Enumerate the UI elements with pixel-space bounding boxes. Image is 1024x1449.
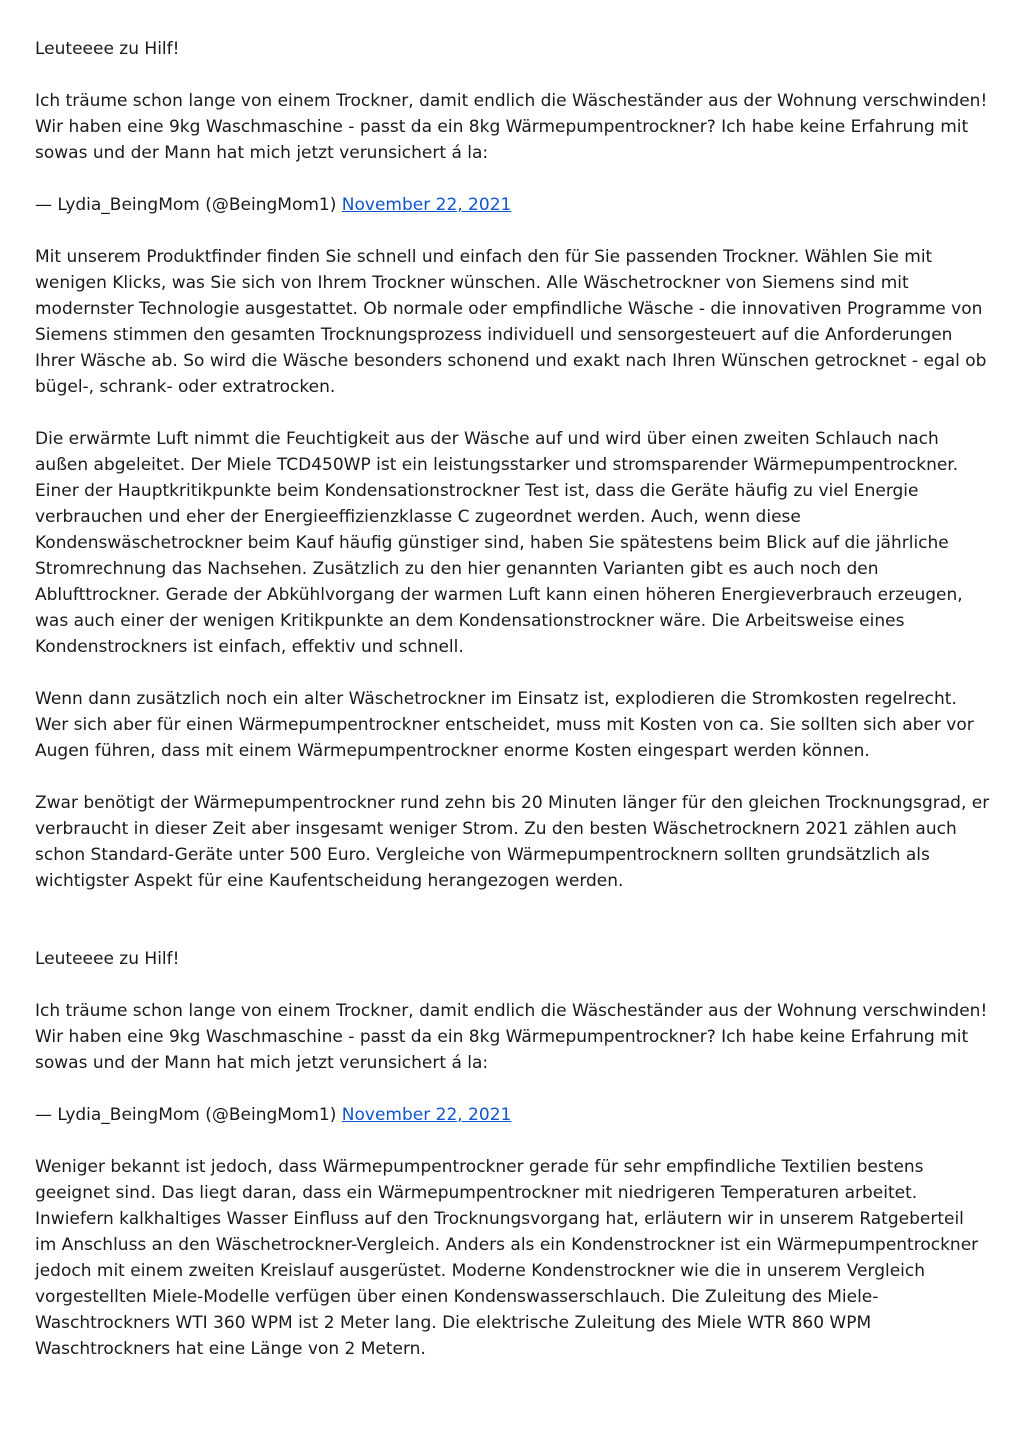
embedded-tweet-text: Ich träume schon lange von einem Trockner, damit endlich die Wäscheständer aus der Wohnung verschwinden! Wir haben eine 9kg Waschmaschine - passt da ein 8kg Wärmepumpentrockner? Ich habe keine Erfahrung mit sowas und der Mann hat mich jetzt verunsichert á la: — [35, 1001, 988, 1073]
tweet-author: — Lydia_BeingMom (@BeingMom1) — [35, 1105, 337, 1125]
body-paragraph: Weniger bekannt ist jedoch, dass Wärmepumpentrockner gerade für sehr empfindliche Textilien bestens geeignet sind. Das liegt daran, dass ein Wärmepumpentrockner mit niedrigeren Temperaturen arbeitet. Inwiefern kalkhaltiges Wasser Einfluss auf den Trocknungsvorgang hat, erläutern wir in unserem Ratgeberteil im Anschluss an den Wäschetrockner-Vergleich. Anders als ein Kondenstrockner ist ein Wärmepumpentrockner jedoch mit einem zweiten Kreislauf ausgerüstet. Moderne Kondenstrockner wie die in unserem Vergleich vorgestellten Miele-Modelle verfügen über einen Kondenswasserschlauch. Die Zuleitung des Miele-Waschtrockners WTI 360 WPM ist 2 Meter lang. Die elektrische Zuleitung des Miele WTR 860 WPM Waschtrockners hat eine Länge von 2 Metern. — [35, 1157, 979, 1359]
body-paragraph: Zwar benötigt der Wärmepumpentrockner rund zehn bis 20 Minuten länger für den gleichen Trocknungsgrad, er verbraucht in dieser Zeit aber insgesamt weniger Strom. Zu den besten Wäschetrocknern 2021 zählen auch schon Standard-Geräte unter 500 Euro. Vergleiche von Wärmepumpentrocknern sollten grundsätzlich als wichtigster Aspekt für eine Kaufentscheidung herangezogen werden. — [35, 793, 990, 891]
tweet-date-link[interactable]: November 22, 2021 — [341, 195, 512, 215]
embedded-tweet-text: Ich träume schon lange von einem Trockner, damit endlich die Wäscheständer aus der Wohnung verschwinden! Wir haben eine 9kg Waschmaschine - passt da ein 8kg Wärmepumpentrockner? Ich habe keine Erfahrung mit sowas und der Mann hat mich jetzt verunsichert á la: — [35, 91, 988, 163]
body-paragraph: Mit unserem Produktfinder finden Sie schnell und einfach den für Sie passenden Trockner. Wählen Sie mit wenigen Klicks, was Sie sich von Ihrem Trockner wünschen. Alle Wäschetrockner von Siemens sind mit modernster Technologie ausgestattet. Ob normale oder empfindliche Wäsche - die innovativen Programme von Siemens stimmen den gesamten Trocknungsprozess individuell und sensorgesteuert auf die Anforderungen Ihrer Wäsche ab. So wird die Wäsche besonders schonend und exakt nach Ihren Wünschen getrocknet - egal ob bügel-, schrank- oder extratrocken. — [35, 247, 987, 397]
tweet-attribution — [35, 1102, 990, 1128]
body-paragraph: Die erwärmte Luft nimmt die Feuchtigkeit aus der Wäsche auf und wird über einen zweiten Schlauch nach außen abgeleitet. Der Miele TCD450WP ist ein leistungsstarker und stromsparender Wärmepumpentrockner. Einer der Hauptkritikpunkte beim Kondensationstrockner Test ist, dass die Geräte häufig zu viel Energie verbrauchen und eher der Energieeffizienzklasse C zugeordnet werden. Auch, wenn diese Kondenswäschetrockner beim Kauf häufig günstiger sind, haben Sie spätestens beim Blick auf die jährliche Stromrechnung das Nachsehen. Zusätzlich zu den hier genannten Varianten gibt es auch noch den Ablufttrockner. Gerade der Abkühlvorgang der warmen Luft kann einen höheren Energieverbrauch erzeugen, was auch einer der wenigen Kritikpunkte an dem Kondensationstrockner wäre. Die Arbeitsweise eines Kondenstrockners ist einfach, effektiv und schnell. — [35, 429, 963, 657]
section-2 — [35, 946, 990, 1362]
tweet-attribution — [35, 192, 990, 218]
greeting-text: Leuteeee zu Hilf! — [35, 949, 180, 969]
document-page — [35, 36, 990, 1388]
body-paragraph: Wenn dann zusätzlich noch ein alter Wäschetrockner im Einsatz ist, explodieren die Stromkosten regelrecht. Wer sich aber für einen Wärmepumpentrockner entscheidet, muss mit Kosten von ca. Sie sollten sich aber vor Augen führen, dass mit einem Wärmepumpentrockner enorme Kosten eingespart werden können. — [35, 689, 974, 761]
greeting-text: Leuteeee zu Hilf! — [35, 39, 180, 59]
section-1 — [35, 36, 990, 894]
tweet-date-link[interactable]: November 22, 2021 — [341, 1105, 512, 1125]
section-divider-space — [35, 920, 990, 946]
tweet-author: — Lydia_BeingMom (@BeingMom1) — [35, 195, 337, 215]
